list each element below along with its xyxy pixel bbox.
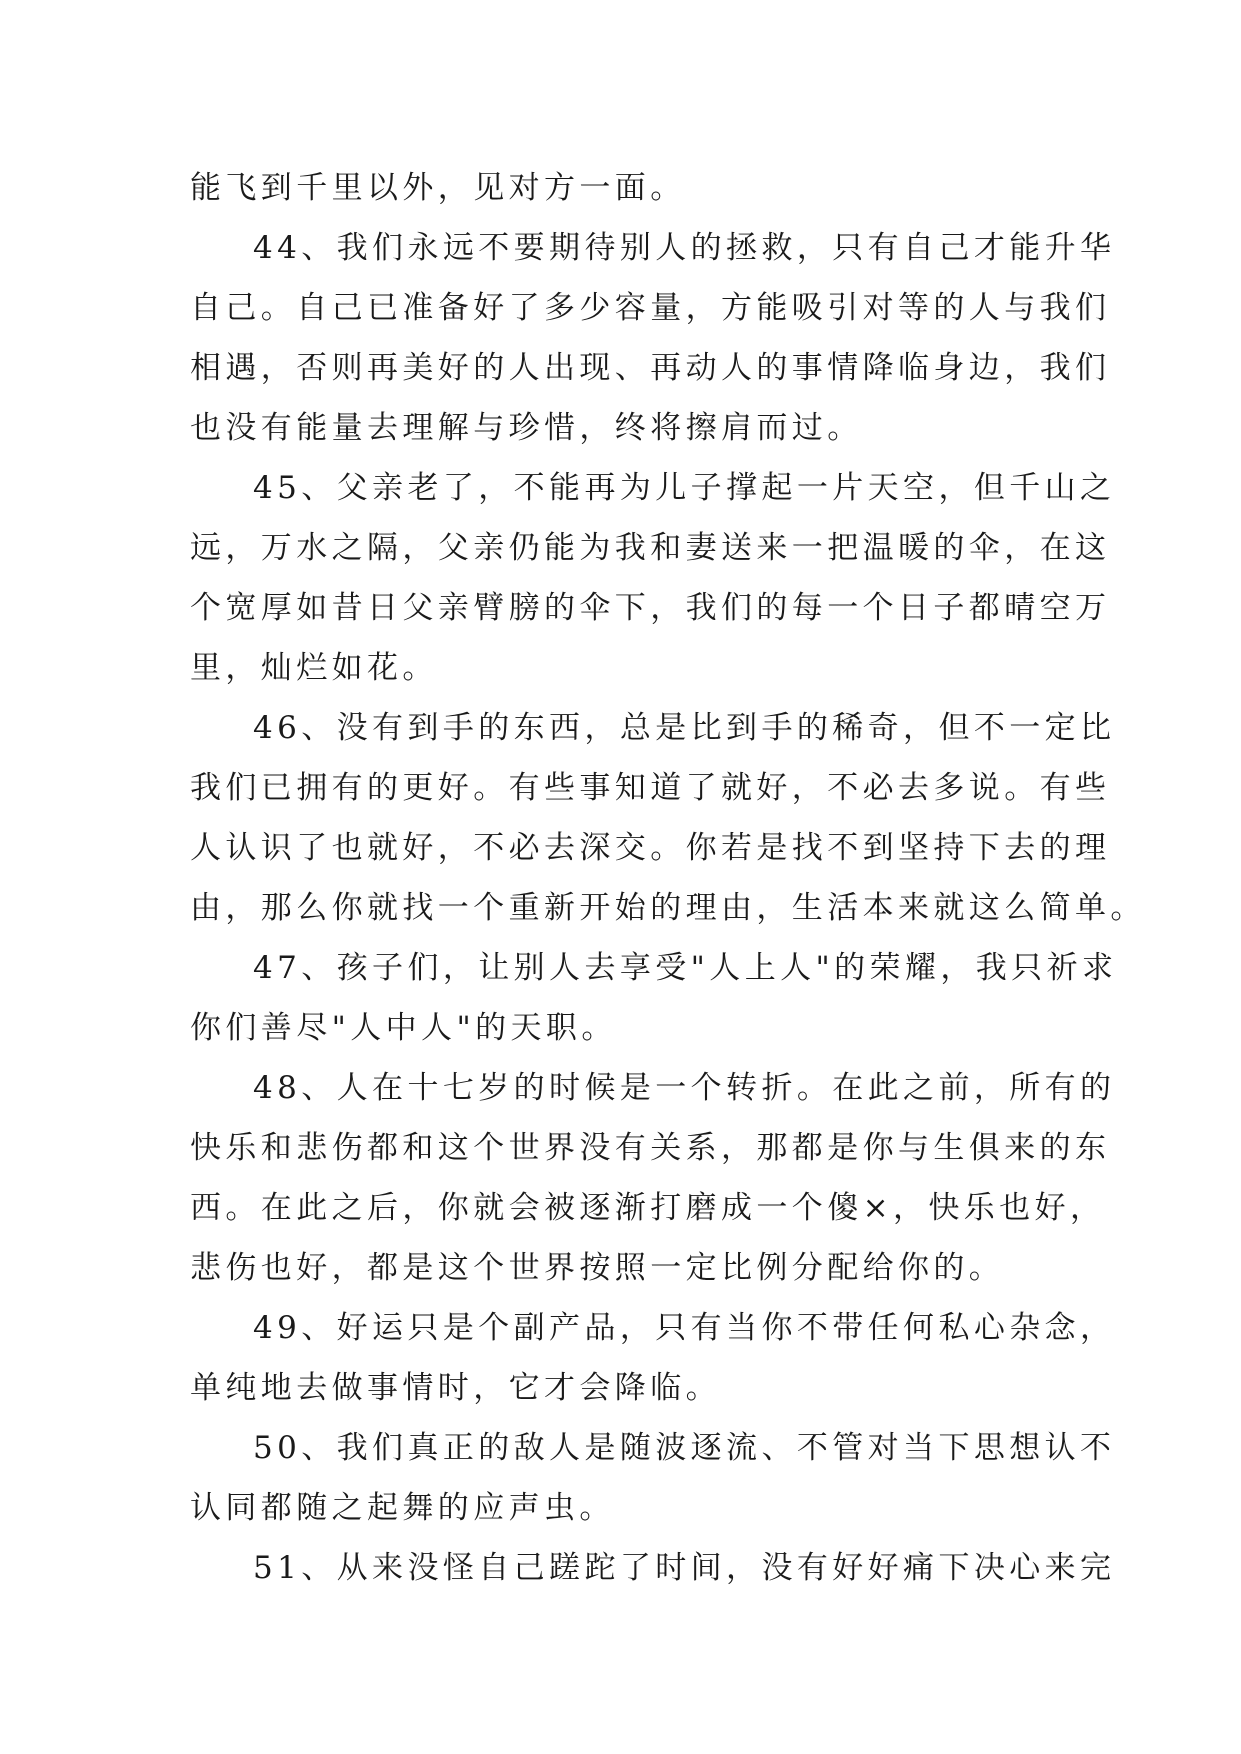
text-line: 能飞到千里以外，见对方一面。 bbox=[190, 170, 686, 206]
paragraph-46-start: 46、没有到手的东西，总是比到手的稀奇，但不一定比 bbox=[253, 710, 1116, 746]
text-line: 我们已拥有的更好。有些事知道了就好，不必去多说。有些 bbox=[190, 770, 1111, 806]
text-line: 认同都随之起舞的应声虫。 bbox=[190, 1490, 615, 1526]
paragraph-49-start: 49、好运只是个副产品，只有当你不带任何私心杂念， bbox=[253, 1310, 1116, 1346]
paragraph-50-start: 50、我们真正的敌人是随波逐流、不管对当下思想认不 bbox=[253, 1430, 1116, 1466]
text-line: 人认识了也就好，不必去深交。你若是找不到坚持下去的理 bbox=[190, 830, 1111, 866]
text-column bbox=[190, 158, 1146, 1598]
text-line: 相遇，否则再美好的人出现、再动人的事情降临身边，我们 bbox=[190, 350, 1111, 386]
paragraph-47-start: 47、孩子们，让别人去享受"人上人"的荣耀，我只祈求 bbox=[253, 950, 1118, 986]
text-line: 里，灿烂如花。 bbox=[190, 650, 438, 686]
text-line: 也没有能量去理解与珍惜，终将擦肩而过。 bbox=[190, 410, 863, 446]
text-line: 悲伤也好，都是这个世界按照一定比例分配给你的。 bbox=[190, 1250, 1005, 1286]
text-line: 远，万水之隔，父亲仍能为我和妻送来一把温暖的伞，在这 bbox=[190, 530, 1111, 566]
paragraph-44-start: 44、我们永远不要期待别人的拯救，只有自己才能升华 bbox=[253, 230, 1116, 266]
text-line: 你们善尽"人中人"的天职。 bbox=[190, 1010, 617, 1046]
text-line: 由，那么你就找一个重新开始的理由，生活本来就这么简单。 bbox=[190, 890, 1146, 926]
paragraph-48-start: 48、人在十七岁的时候是一个转折。在此之前，所有的 bbox=[253, 1070, 1116, 1106]
paragraph-45-start: 45、父亲老了，不能再为儿子撑起一片天空，但千山之 bbox=[253, 470, 1116, 506]
text-line: 单纯地去做事情时，它才会降临。 bbox=[190, 1370, 721, 1406]
text-line: 快乐和悲伤都和这个世界没有关系，那都是你与生俱来的东 bbox=[190, 1130, 1111, 1166]
text-line: 自己。自己已准备好了多少容量，方能吸引对等的人与我们 bbox=[190, 290, 1111, 326]
paragraph-51-start: 51、从来没怪自己蹉跎了时间，没有好好痛下决心来完 bbox=[253, 1550, 1116, 1586]
text-line: 个宽厚如昔日父亲臂膀的伞下，我们的每一个日子都晴空万 bbox=[190, 590, 1111, 626]
text-line: 西。在此之后，你就会被逐渐打磨成一个傻×，快乐也好， bbox=[190, 1190, 1106, 1226]
